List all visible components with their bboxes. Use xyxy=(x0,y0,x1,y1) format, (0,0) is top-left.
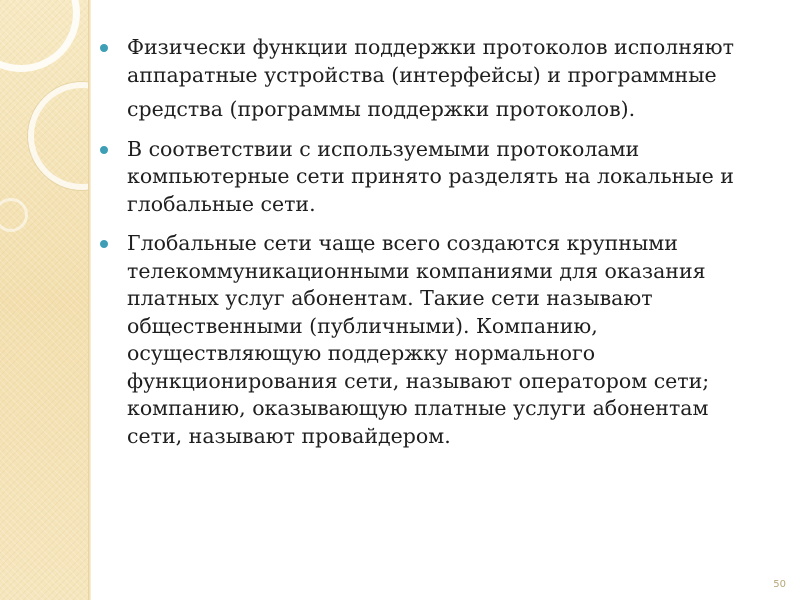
text-line: компьютерные сети принято разделять на локальные и xyxy=(127,164,734,188)
text-line: функционирования сети, называют оператором сети; xyxy=(127,368,710,393)
bullet-dot-icon xyxy=(100,240,108,248)
decorative-side-band xyxy=(0,0,88,600)
bullet-item xyxy=(100,34,760,124)
text-line: общественными (публичными). Компанию, xyxy=(127,313,598,338)
bullet-item xyxy=(100,230,760,450)
side-band-edge xyxy=(88,0,91,600)
text-line: глобальные сети. xyxy=(127,191,316,216)
text-line: средства (программы поддержки протоколов). xyxy=(127,97,636,121)
text-line: телекоммуникационными компаниями для оказания xyxy=(127,258,706,283)
text-line: аппаратные устройства (интерфейсы) и программные xyxy=(127,62,717,87)
decorative-ring xyxy=(28,82,88,190)
text-line: осуществляющую поддержку нормального xyxy=(127,341,596,365)
bullet-dot-icon xyxy=(100,44,108,52)
decorative-ring xyxy=(0,0,80,72)
text-line: платных услуг абонентам. Такие сети называют xyxy=(127,286,653,310)
slide-body xyxy=(100,34,760,462)
text-line: компанию, оказывающую платные услуги абонентам xyxy=(127,396,709,420)
text-line: В соответствии с используемыми протоколами xyxy=(127,136,640,161)
page-number: 50 xyxy=(773,579,786,590)
bullet-dot-icon xyxy=(100,146,108,154)
text-line: сети, называют провайдером. xyxy=(127,423,451,448)
bullet-item xyxy=(100,136,760,219)
decorative-ring xyxy=(0,198,28,232)
text-line: Глобальные сети чаще всего создаются крупными xyxy=(127,231,678,255)
text-line: Физически функции поддержки протоколов исполняют xyxy=(127,35,734,59)
